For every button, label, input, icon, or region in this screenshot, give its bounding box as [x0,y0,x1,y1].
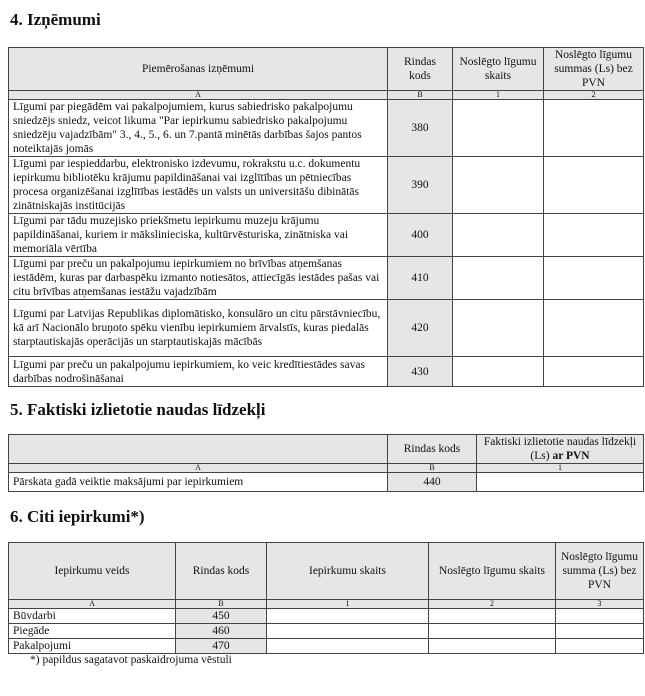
input-cell[interactable] [429,639,556,654]
letter-3: 3 [556,600,644,609]
header-spent-funds-text: Faktiski izlietotie naudas līdzekļi (Ls) [483,436,637,462]
letter-1: 1 [267,600,429,609]
input-cell[interactable] [267,609,429,624]
letter-a: A [9,91,388,100]
input-cell[interactable] [544,214,644,257]
other-procurements-table [8,542,644,654]
row-code: 450 [176,609,267,624]
row-label: Piegāde [9,624,176,639]
table-row [9,157,644,214]
section-5-title: 5. Faktiski izlietotie naudas līdzekļi [10,400,266,419]
section-4-title: 4. Izņēmumi [10,10,101,29]
table-row [9,257,644,300]
row-code: 460 [176,624,267,639]
table-row [9,473,644,492]
row-code: 380 [388,100,453,157]
input-cell[interactable] [429,609,556,624]
letter-1: 1 [477,464,644,473]
table-row [9,100,644,157]
table-row [9,609,644,624]
letter-b: B [388,91,453,100]
input-cell[interactable] [544,100,644,157]
header-row-code: Rindas kods [388,435,477,464]
footnote: *) papildus sagatavot paskaidrojuma vēstuli [30,654,232,666]
row-label: Pārskata gadā veiktie maksājumi par iepirkumiem [9,473,388,492]
table-row [9,300,644,357]
header-contract-count: Noslēgto līgumu skaits [453,48,544,91]
table-row [9,624,644,639]
header-procurement-type: Iepirkumu veids [9,543,176,600]
row-label: Līgumi par preču un pakalpojumu iepirkumiem no brīvības atņemšanas iestādēm, kuras par darbaspēku izmanto notiesātos, attiecīgās iestādes pašas vai citu brīvības atņemšanas iestāžu vajadzībām [9,257,388,300]
row-code: 440 [388,473,477,492]
letter-2: 2 [429,600,556,609]
input-cell[interactable] [544,300,644,357]
row-label: Būvdarbi [9,609,176,624]
input-cell[interactable] [267,624,429,639]
input-cell[interactable] [453,357,544,387]
row-code: 420 [388,300,453,357]
header-vat-note: ar PVN [552,450,590,462]
input-cell[interactable] [453,100,544,157]
input-cell[interactable] [556,624,644,639]
row-code: 390 [388,157,453,214]
letter-b: B [176,600,267,609]
letter-1: 1 [453,91,544,100]
row-code: 430 [388,357,453,387]
header-contract-sum: Noslēgto līgumu summas (Ls) bez PVN [544,48,644,91]
input-cell[interactable] [544,157,644,214]
letter-2: 2 [544,91,644,100]
spent-funds-table [8,434,644,492]
input-cell[interactable] [429,624,556,639]
header-row-code: Rindas kods [388,48,453,91]
header-spent-funds [477,435,644,464]
row-label: Līgumi par tādu muzejisko priekšmetu iepirkumu muzeju krājumu papildināšanai, kuriem ir mākslinieciska, kultūrvēsturiska, zinātniska vai memoriāla vērtība [9,214,388,257]
input-cell[interactable] [453,157,544,214]
section-6-title: 6. Citi iepirkumi*) [10,507,145,526]
row-label: Pakalpojumi [9,639,176,654]
header-exceptions: Piemērošanas izņēmumi [9,48,388,91]
header-contract-count: Noslēgto līgumu skaits [429,543,556,600]
row-label: Līgumi par iespieddarbu, elektronisko izdevumu, rokrakstu u.c. dokumentu iepirkumu bibliotēku krājumu papildināšanai vai izglītības un pētniecības procesa organizēšanai izglītības iestādēs un valsts un universitāšu dibinātās zinātniskajās institūcijās [9,157,388,214]
input-cell[interactable] [453,214,544,257]
exceptions-table [8,47,644,387]
input-cell[interactable] [544,257,644,300]
header-procurement-count: Iepirkumu skaits [267,543,429,600]
input-cell[interactable] [556,639,644,654]
input-cell[interactable] [544,357,644,387]
table-row [9,357,644,387]
letter-b: B [388,464,477,473]
input-cell[interactable] [477,473,644,492]
table-row [9,214,644,257]
header-row-code: Rindas kods [176,543,267,600]
row-code: 470 [176,639,267,654]
row-label: Līgumi par Latvijas Republikas diplomātisko, konsulāro un citu pārstāvniecību, kā arī Nacionālo bruņoto spēku vienību iepirkumiem ārvalstīs, kuras piedalās starptautiskajās operācijās un starptautiskajās mācībās [9,300,388,357]
row-code: 410 [388,257,453,300]
row-code: 400 [388,214,453,257]
letter-a: A [9,600,176,609]
letter-a: A [9,464,388,473]
row-label: Līgumi par piegādēm vai pakalpojumiem, kurus sabiedrisko pakalpojumu sniedzējs sniedz, veicot likuma "Par iepirkumu sabiedrisko pakalpojumu sniedzēju vajadzībām" 3., 4., 5., 6. un 7.pantā minētās darbības šajos pantos noteiktajās jomās [9,100,388,157]
header-empty [9,435,388,464]
table-row [9,639,644,654]
input-cell[interactable] [556,609,644,624]
input-cell[interactable] [267,639,429,654]
input-cell[interactable] [453,257,544,300]
input-cell[interactable] [453,300,544,357]
header-contract-sum: Noslēgto līgumu summa (Ls) bez PVN [556,543,644,600]
row-label: Līgumi par preču un pakalpojumu iepirkumiem, ko veic kredītiestādes savas darbības nodrošināšanai [9,357,388,387]
